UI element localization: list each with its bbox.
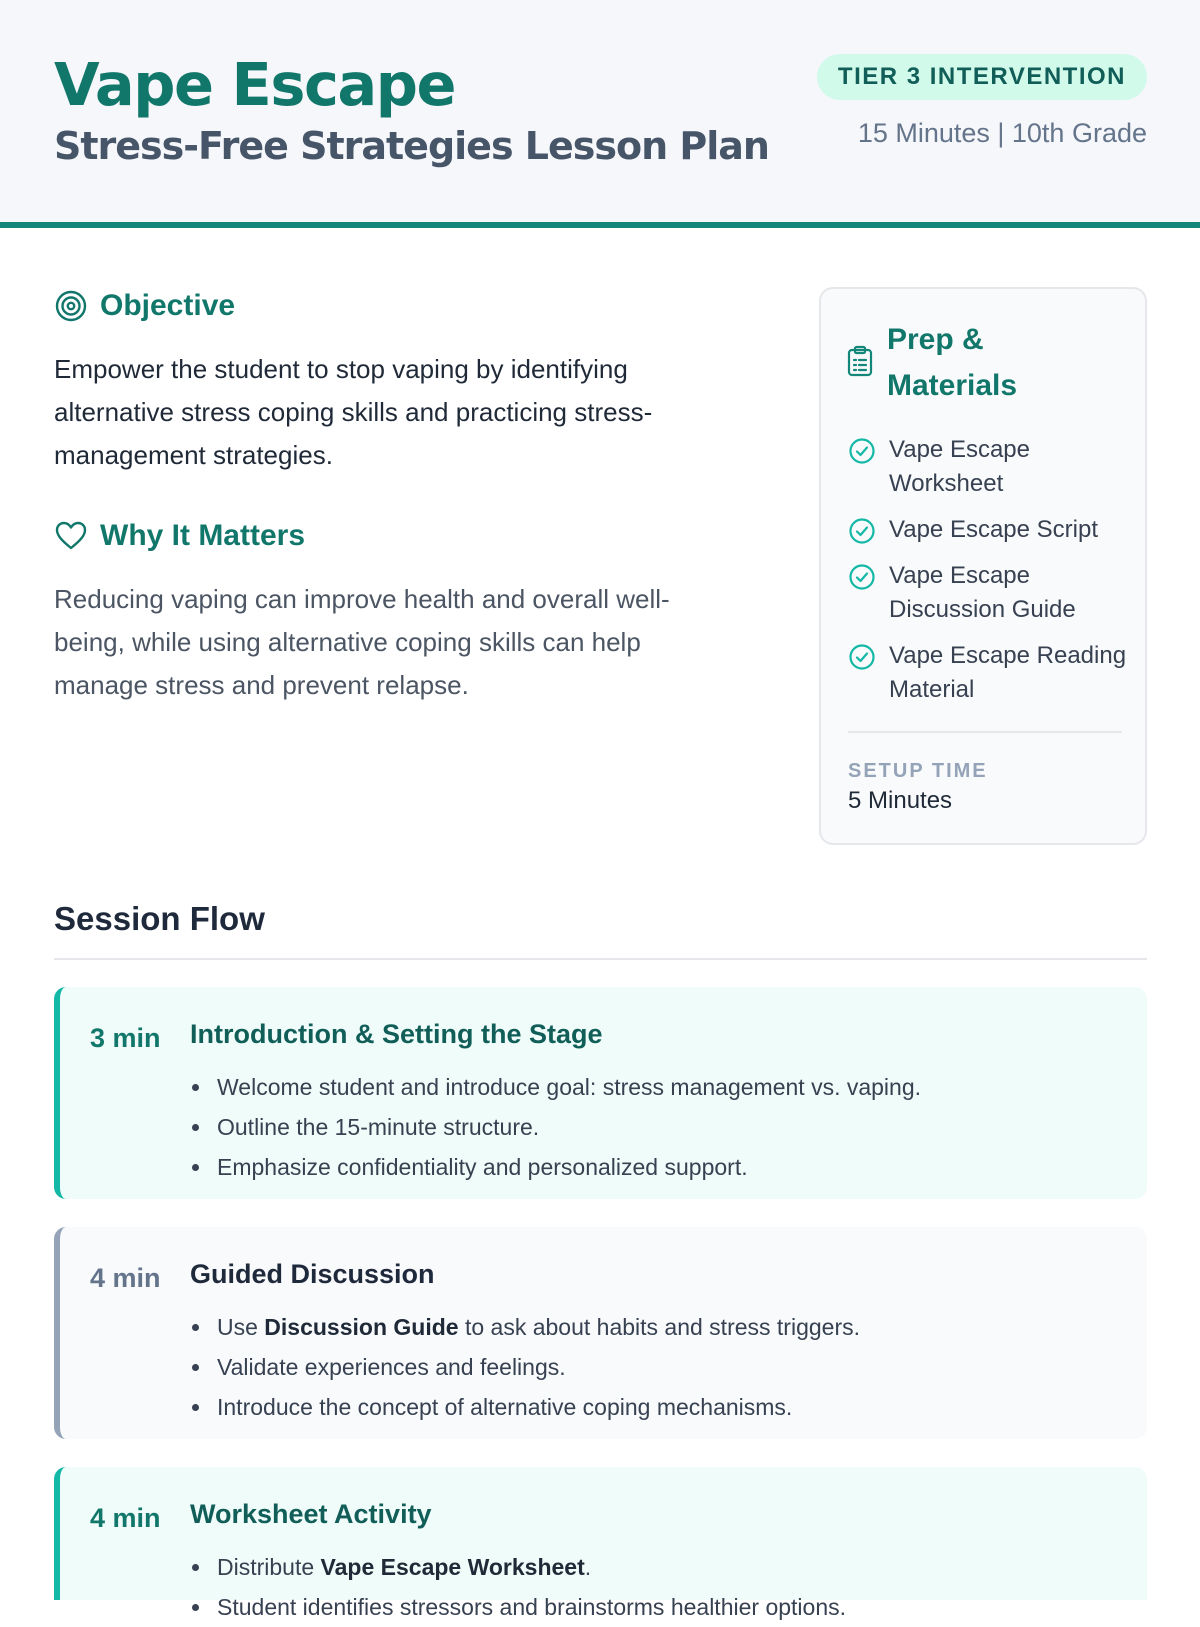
duration-grade-meta: 15 Minutes | 10th Grade xyxy=(857,118,1147,148)
step-title: Introduction & Setting the Stage xyxy=(190,1019,603,1049)
prep-heading: Prep & Materials xyxy=(887,323,1018,402)
step-bullets xyxy=(190,1067,921,1187)
material-label: Vape Escape Reading Material xyxy=(889,642,1127,703)
why-heading: Why It Matters xyxy=(100,519,306,552)
setup-time-label: SETUP TIME xyxy=(848,760,988,782)
page-subtitle: Stress-Free Strategies Lesson Plan xyxy=(54,124,769,168)
target-icon xyxy=(54,289,88,323)
session-step xyxy=(54,1227,1147,1439)
objective-text: Empower the student to stop vaping by identifying alternative stress coping skills and practicing stress-management strategies. xyxy=(54,354,653,470)
step-duration: 4 min xyxy=(90,1263,161,1293)
check-circle-icon xyxy=(848,563,876,591)
tier-badge: TIER 3 INTERVENTION xyxy=(817,54,1147,100)
check-circle-icon xyxy=(848,437,876,465)
step-title: Worksheet Activity xyxy=(190,1499,432,1529)
clipboard-icon xyxy=(847,345,873,382)
session-step xyxy=(54,1467,1147,1620)
session-step xyxy=(54,987,1147,1199)
material-item xyxy=(848,513,1128,547)
page-title: Vape Escape xyxy=(54,50,455,119)
prep-divider xyxy=(848,731,1122,733)
setup-time-value: 5 Minutes xyxy=(848,787,953,814)
step-bullets xyxy=(190,1547,846,1627)
objective-heading: Objective xyxy=(100,289,236,322)
heart-icon xyxy=(54,519,88,553)
session-flow-heading: Session Flow xyxy=(54,900,265,937)
step-bullet: Validate experiences and feelings. xyxy=(190,1347,860,1387)
material-item xyxy=(848,639,1128,707)
material-item xyxy=(848,559,1128,627)
prep-materials-card xyxy=(819,287,1147,845)
materials-list xyxy=(848,433,1128,719)
material-label: Vape Escape Script xyxy=(889,516,1099,543)
why-heading-row xyxy=(54,519,305,553)
step-bullet: Outline the 15-minute structure. xyxy=(190,1107,921,1147)
step-duration: 3 min xyxy=(90,1023,161,1053)
material-label: Vape Escape Worksheet xyxy=(889,436,1030,497)
lesson-header xyxy=(0,0,1200,228)
step-bullet: Student identifies stressors and brainstorms healthier options. xyxy=(190,1587,846,1627)
step-bullets xyxy=(190,1307,860,1427)
step-bullet: Welcome student and introduce goal: stress management vs. vaping. xyxy=(190,1067,921,1107)
material-label: Vape Escape Discussion Guide xyxy=(889,562,1076,623)
why-text: Reducing vaping can improve health and overall well-being, while using alternative coping skills can help manage stress and prevent relapse. xyxy=(54,584,670,700)
check-circle-icon xyxy=(848,643,876,671)
step-title: Guided Discussion xyxy=(190,1259,435,1289)
session-flow-divider xyxy=(54,958,1147,960)
prep-heading-row xyxy=(847,317,1067,409)
step-bullet: Use Discussion Guide to ask about habits and stress triggers. xyxy=(190,1307,860,1347)
step-bullet: Distribute Vape Escape Worksheet. xyxy=(190,1547,846,1587)
step-bullet: Emphasize confidentiality and personalized support. xyxy=(190,1147,921,1187)
objective-heading-row xyxy=(54,289,235,323)
step-duration: 4 min xyxy=(90,1503,161,1533)
step-bullet: Introduce the concept of alternative coping mechanisms. xyxy=(190,1387,860,1427)
material-item xyxy=(848,433,1128,501)
check-circle-icon xyxy=(848,517,876,545)
